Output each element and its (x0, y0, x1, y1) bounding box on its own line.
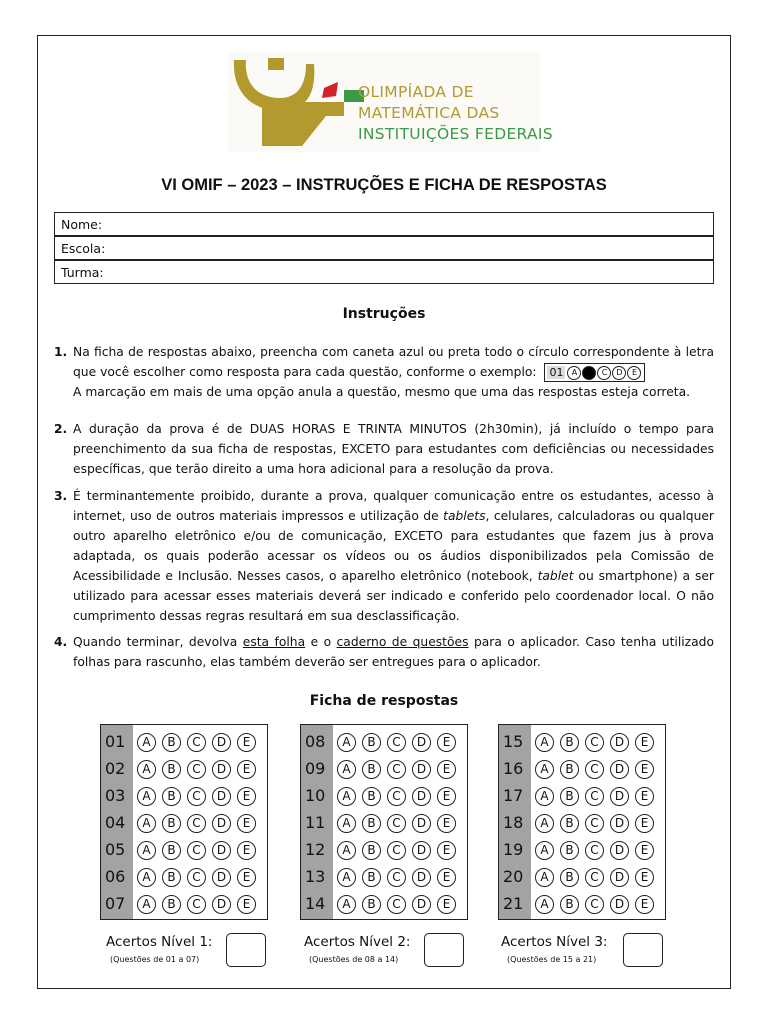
instruction-4-text-c: para o aplicador. Caso tenha utilizado folhas para rascunho, elas também deverão ser entregues para o aplicador. (73, 635, 714, 669)
question-number: 09 (305, 759, 326, 778)
answer-row (101, 784, 267, 811)
answer-row (101, 892, 267, 919)
answer-bubble-c[interactable]: C (387, 733, 406, 752)
answer-bubble-b[interactable]: B (162, 895, 181, 914)
answer-bubble-c[interactable]: C (187, 787, 206, 806)
question-number: 13 (305, 867, 326, 886)
answer-bubble-c[interactable]: C (187, 814, 206, 833)
question-number: 07 (105, 894, 126, 913)
answer-bubble-c[interactable]: C (387, 868, 406, 887)
answer-bubble-a[interactable]: A (137, 787, 156, 806)
answer-bubble-e[interactable]: E (437, 787, 456, 806)
example-bubble-a: A (567, 366, 581, 380)
answer-row (101, 757, 267, 784)
question-number: 06 (105, 867, 126, 886)
question-number: 21 (503, 894, 524, 913)
answer-bubble-a[interactable]: A (535, 841, 554, 860)
answer-bubble-a[interactable]: A (137, 841, 156, 860)
name-label: Nome: (61, 217, 103, 232)
question-number: 11 (305, 813, 326, 832)
answer-bubble-a[interactable]: A (337, 841, 356, 860)
answer-row (499, 892, 665, 919)
answer-bubble-c[interactable]: C (585, 733, 604, 752)
example-bubble-b-marked (582, 366, 596, 380)
answer-bubble-a[interactable]: A (337, 760, 356, 779)
answer-bubble-d[interactable]: D (610, 868, 629, 887)
class-label: Turma: (61, 265, 104, 280)
instruction-2-text: A duração da prova é de DUAS HORAS E TRINTA MINUTOS (2h30min), já incluído o tempo para preenchimento da sua ficha de respostas, EXCETO para estudantes com deficiências ou necessidades específicas, que terão direito a uma hora adicional para a resolução da prova. (73, 422, 714, 476)
example-question-number: 01 (549, 366, 564, 379)
answer-bubble-c[interactable]: C (187, 760, 206, 779)
question-number: 05 (105, 840, 126, 859)
score-label: Acertos Nível 3: (501, 934, 608, 950)
instruction-4 (54, 632, 714, 672)
answer-bubble-e[interactable]: E (237, 868, 256, 887)
answer-bubble-e[interactable]: E (237, 787, 256, 806)
score-label: Acertos Nível 2: (304, 934, 411, 950)
answer-bubble-a[interactable]: A (137, 895, 156, 914)
instruction-number: 2. (54, 422, 68, 436)
answer-bubble-e[interactable]: E (237, 814, 256, 833)
answer-bubble-c[interactable]: C (187, 841, 206, 860)
answer-bubble-b[interactable]: B (560, 733, 579, 752)
answer-bubble-e[interactable]: E (437, 841, 456, 860)
answer-bubble-a[interactable]: A (535, 787, 554, 806)
example-bubble-d: D (612, 366, 626, 380)
question-number: 02 (105, 759, 126, 778)
answer-bubble-e[interactable]: E (237, 760, 256, 779)
answer-bubble-e[interactable]: E (437, 895, 456, 914)
example-bubble-e: E (627, 366, 641, 380)
answer-bubble-d[interactable]: D (412, 787, 431, 806)
answer-row (301, 757, 467, 784)
question-number: 01 (105, 732, 126, 751)
answer-bubble-b[interactable]: B (162, 787, 181, 806)
instruction-3-tablets: tablets (443, 509, 486, 523)
logo-text (358, 82, 553, 145)
answer-bubble-d[interactable]: D (610, 760, 629, 779)
answer-row (499, 757, 665, 784)
instruction-4-text-a: Quando terminar, devolva (73, 635, 238, 649)
name-field[interactable] (54, 212, 714, 236)
page-title: VI OMIF – 2023 – INSTRUÇÕES E FICHA DE RESPOSTAS (161, 176, 607, 194)
answer-bubble-d[interactable]: D (610, 841, 629, 860)
instruction-3-tablet: tablet (537, 569, 574, 583)
answer-bubble-c[interactable]: C (585, 841, 604, 860)
answer-bubble-a[interactable]: A (137, 868, 156, 887)
answer-bubble-c[interactable]: C (585, 814, 604, 833)
question-range: (Questões de 01 a 07) (110, 955, 200, 964)
answer-row (301, 892, 467, 919)
answer-bubble-b[interactable]: B (162, 841, 181, 860)
answer-bubble-c[interactable]: C (585, 760, 604, 779)
answer-bubble-a[interactable]: A (535, 868, 554, 887)
answer-bubble-d[interactable]: D (412, 895, 431, 914)
answer-bubble-c[interactable]: C (187, 868, 206, 887)
question-number: 14 (305, 894, 326, 913)
instruction-3 (54, 486, 714, 626)
answer-row (101, 730, 267, 757)
answer-bubble-c[interactable]: C (585, 868, 604, 887)
answer-bubble-d[interactable]: D (412, 760, 431, 779)
answer-bubble-e[interactable]: E (635, 733, 654, 752)
answer-row (301, 811, 467, 838)
answer-bubble-b[interactable]: B (560, 841, 579, 860)
example-answer (544, 363, 645, 382)
answer-bubble-a[interactable]: A (337, 787, 356, 806)
answer-bubble-e[interactable]: E (437, 733, 456, 752)
answer-bubble-d[interactable]: D (212, 733, 231, 752)
score-label: Acertos Nível 1: (106, 934, 213, 950)
answer-bubble-b[interactable]: B (162, 760, 181, 779)
instruction-4-this-sheet: esta folha (242, 635, 306, 649)
score-box[interactable] (226, 933, 266, 967)
instruction-number: 4. (54, 635, 68, 649)
answer-row (101, 811, 267, 838)
answer-row (499, 811, 665, 838)
instruction-number: 1. (54, 345, 68, 359)
answer-bubble-a[interactable]: A (337, 814, 356, 833)
answer-bubble-d[interactable]: D (412, 841, 431, 860)
answer-bubble-e[interactable]: E (237, 895, 256, 914)
answer-bubble-e[interactable]: E (635, 787, 654, 806)
instructions-heading: Instruções (342, 306, 426, 322)
answer-row (301, 784, 467, 811)
question-number: 04 (105, 813, 126, 832)
answer-grid-level-2 (300, 724, 468, 920)
question-range: (Questões de 08 a 14) (309, 955, 399, 964)
answer-bubble-d[interactable]: D (212, 814, 231, 833)
answer-bubble-a[interactable]: A (337, 733, 356, 752)
answer-bubble-a[interactable]: A (535, 733, 554, 752)
answer-bubble-d[interactable]: D (212, 868, 231, 887)
answer-bubble-e[interactable]: E (635, 841, 654, 860)
answer-bubble-d[interactable]: D (610, 787, 629, 806)
answer-bubble-b[interactable]: B (162, 814, 181, 833)
answer-bubble-b[interactable]: B (362, 760, 381, 779)
answer-bubble-e[interactable]: E (635, 760, 654, 779)
answer-bubble-e[interactable]: E (237, 841, 256, 860)
answer-bubble-a[interactable]: A (535, 895, 554, 914)
school-label: Escola: (61, 241, 106, 256)
answer-bubble-a[interactable]: A (137, 760, 156, 779)
school-field[interactable] (54, 236, 714, 260)
answer-row (301, 865, 467, 892)
answer-row (499, 784, 665, 811)
answer-row (499, 838, 665, 865)
answer-bubble-b[interactable]: B (560, 760, 579, 779)
answer-bubble-b[interactable]: B (162, 868, 181, 887)
answer-bubble-e[interactable]: E (635, 814, 654, 833)
answer-bubble-b[interactable]: B (560, 787, 579, 806)
instruction-4-text-b: e o (310, 635, 332, 649)
answer-bubble-d[interactable]: D (610, 895, 629, 914)
question-number: 19 (503, 840, 524, 859)
answer-grid-level-1 (100, 724, 268, 920)
answer-row (101, 865, 267, 892)
instruction-3-text-e: ou smartphone) a ser utilizado para acessar esses materiais deverá ser indicado e conferido pelo coordenador local. O não cumprimento dessas regras resultará em sua desclassificação. (73, 569, 714, 623)
answer-bubble-d[interactable]: D (412, 868, 431, 887)
answer-row (301, 838, 467, 865)
answer-bubble-a[interactable]: A (535, 814, 554, 833)
question-number: 03 (105, 786, 126, 805)
answer-bubble-b[interactable]: B (362, 895, 381, 914)
instruction-number: 3. (54, 489, 68, 503)
answer-bubble-b[interactable]: B (162, 733, 181, 752)
answer-bubble-b[interactable]: B (362, 733, 381, 752)
answer-bubble-c[interactable]: C (187, 733, 206, 752)
answer-bubble-a[interactable]: A (137, 814, 156, 833)
answer-row (301, 730, 467, 757)
score-box[interactable] (424, 933, 464, 967)
answer-bubble-d[interactable]: D (212, 760, 231, 779)
question-number: 15 (503, 732, 524, 751)
answer-bubble-d[interactable]: D (212, 895, 231, 914)
answer-bubble-a[interactable]: A (535, 760, 554, 779)
answer-bubble-b[interactable]: B (362, 814, 381, 833)
answer-bubble-b[interactable]: B (560, 868, 579, 887)
answer-bubble-e[interactable]: E (635, 895, 654, 914)
answer-bubble-b[interactable]: B (362, 787, 381, 806)
answer-bubble-c[interactable]: C (387, 787, 406, 806)
logo-line-2: MATEMÁTICA DAS (358, 104, 500, 122)
question-number: 08 (305, 732, 326, 751)
answer-bubble-a[interactable]: A (337, 895, 356, 914)
answer-bubble-b[interactable]: B (560, 895, 579, 914)
answer-bubble-d[interactable]: D (412, 733, 431, 752)
instruction-3-text-c: , celulares, calculadoras ou qualquer outro aparelho eletrônico e/ou de comunicação, EXCETO para estudantes que fazem jus à prova adaptada, os quais poderão acessar os vídeos ou os áudios disponibilizados pela Comissão de Acessibilidade e Inclusão. Nesses casos, o aparelho eletrônico (notebook, (73, 509, 714, 583)
question-number: 12 (305, 840, 326, 859)
answer-row (499, 865, 665, 892)
question-range: (Questões de 15 a 21) (507, 955, 597, 964)
answer-row (499, 730, 665, 757)
answer-bubble-e[interactable]: E (635, 868, 654, 887)
question-number: 20 (503, 867, 524, 886)
answer-bubble-c[interactable]: C (387, 760, 406, 779)
instruction-2 (54, 419, 714, 479)
answer-grid-level-3 (498, 724, 666, 920)
answer-sheet-heading: Ficha de respostas (309, 693, 459, 709)
instruction-3-text-a: É terminantemente proibido, durante a prova, qualquer comunicação entre os estudantes, acesso à internet, uso de outros materiais impressos e utilização de (73, 489, 714, 523)
instruction-4-question-booklet: caderno de questões (336, 635, 469, 649)
class-field[interactable] (54, 260, 714, 284)
answer-bubble-a[interactable]: A (337, 868, 356, 887)
question-number: 10 (305, 786, 326, 805)
question-number: 18 (503, 813, 524, 832)
answer-bubble-c[interactable]: C (187, 895, 206, 914)
instruction-1-text: Na ficha de respostas abaixo, preencha com caneta azul ou preta todo o círculo correspondente à letra que você escolher como resposta para cada questão, conforme o exemplo: (73, 345, 714, 379)
answer-bubble-a[interactable]: A (137, 733, 156, 752)
answer-bubble-b[interactable]: B (560, 814, 579, 833)
answer-bubble-e[interactable]: E (437, 814, 456, 833)
logo-line-3: INSTITUIÇÕES FEDERAIS (358, 125, 553, 143)
answer-bubble-b[interactable]: B (362, 868, 381, 887)
score-box[interactable] (623, 933, 663, 967)
answer-bubble-c[interactable]: C (585, 787, 604, 806)
instruction-1 (54, 342, 714, 402)
answer-bubble-d[interactable]: D (212, 841, 231, 860)
answer-bubble-c[interactable]: C (387, 841, 406, 860)
answer-bubble-b[interactable]: B (362, 841, 381, 860)
answer-bubble-e[interactable]: E (237, 733, 256, 752)
question-number: 16 (503, 759, 524, 778)
answer-bubble-c[interactable]: C (387, 814, 406, 833)
answer-row (101, 838, 267, 865)
instruction-1-note: A marcação em mais de uma opção anula a questão, mesmo que uma das respostas esteja correta. (73, 385, 691, 399)
answer-bubble-e[interactable]: E (437, 760, 456, 779)
answer-bubble-e[interactable]: E (437, 868, 456, 887)
example-bubble-c: C (597, 366, 611, 380)
question-number: 17 (503, 786, 524, 805)
answer-bubble-d[interactable]: D (212, 787, 231, 806)
answer-bubble-d[interactable]: D (610, 814, 629, 833)
answer-bubble-d[interactable]: D (610, 733, 629, 752)
answer-bubble-c[interactable]: C (387, 895, 406, 914)
logo-line-1: OLIMPÍADA DE (358, 83, 474, 101)
answer-bubble-c[interactable]: C (585, 895, 604, 914)
answer-bubble-d[interactable]: D (412, 814, 431, 833)
